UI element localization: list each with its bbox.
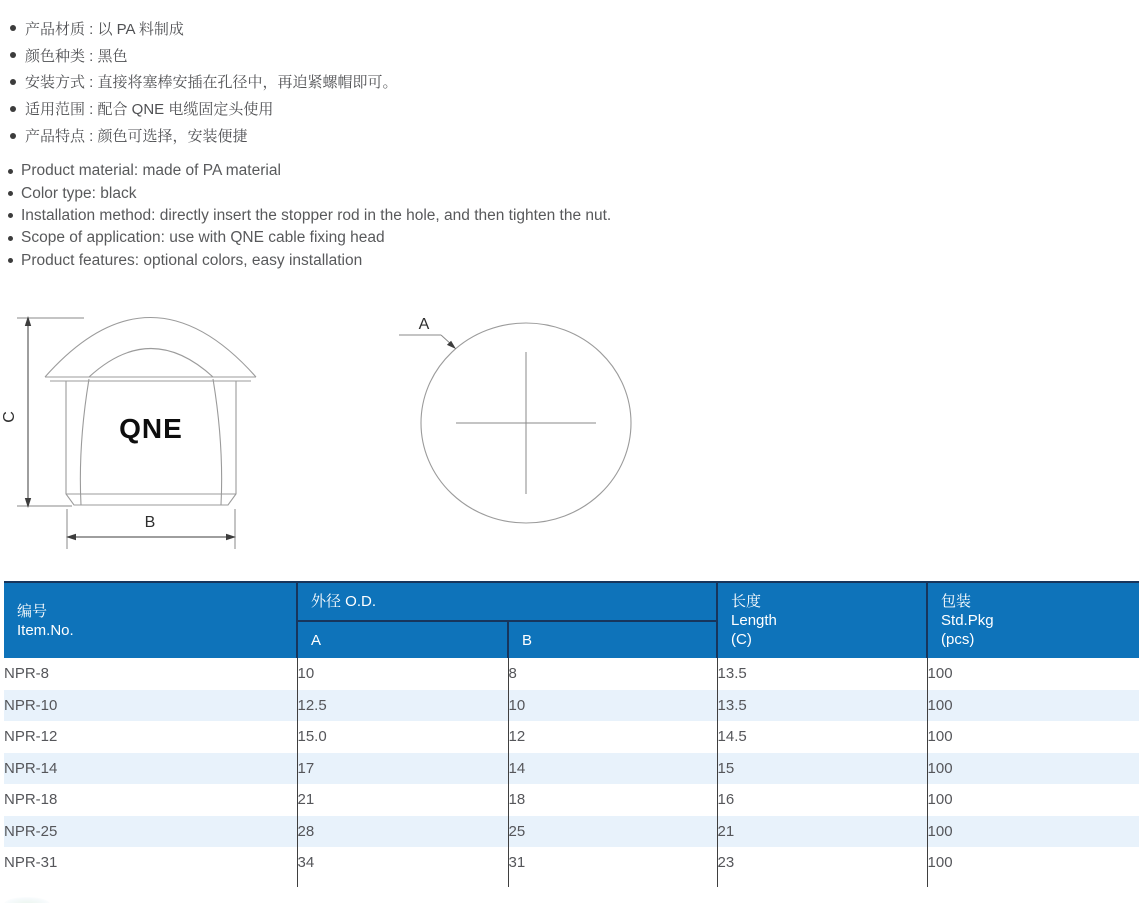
bullet-dot-icon bbox=[8, 258, 13, 263]
header-item-cn: 编号 bbox=[17, 602, 48, 620]
header-length-cn: 长度 bbox=[731, 593, 762, 610]
cell-std-pkg: 100 bbox=[927, 690, 1139, 722]
bullet-item bbox=[10, 122, 398, 149]
cell-item-no: NPR-8 bbox=[4, 665, 50, 683]
cell-length-c: 23 bbox=[717, 847, 927, 879]
header-item-en: Item.No. bbox=[17, 621, 74, 639]
cell-od-b: 14 bbox=[508, 753, 717, 785]
spec-table bbox=[4, 581, 1139, 887]
product-brand-text: QNE bbox=[119, 413, 183, 444]
table-row bbox=[4, 753, 1139, 785]
cell-item-no: NPR-25 bbox=[4, 822, 58, 840]
divider-stub bbox=[297, 879, 508, 887]
table-row bbox=[4, 658, 1139, 690]
bullet-dot-icon bbox=[8, 213, 13, 218]
cell-item-no: NPR-12 bbox=[4, 728, 58, 746]
header-length-sub: (C) bbox=[731, 631, 752, 648]
side-view-drawing bbox=[1, 316, 256, 549]
cell-length-c: 15 bbox=[717, 753, 927, 785]
partial-logo-edge bbox=[4, 897, 50, 903]
divider-stub bbox=[927, 879, 1139, 887]
bullet-item bbox=[10, 95, 398, 122]
cell-od-b: 8 bbox=[508, 658, 717, 690]
header-od-b: B bbox=[508, 621, 717, 658]
bullet-text: Installation method: directly insert the stopper rod in the hole, and then tighten the nut. bbox=[21, 206, 612, 224]
bullet-dot-icon bbox=[10, 25, 16, 31]
bullet-text: 产品特点 : 颜色可选择，安装便捷 bbox=[25, 128, 248, 146]
divider-stub bbox=[508, 879, 717, 887]
cell-od-a: 15.0 bbox=[297, 721, 508, 753]
dim-label-c: C bbox=[1, 411, 18, 423]
bullet-text: Product features: optional colors, easy installation bbox=[21, 251, 363, 269]
bullet-item bbox=[8, 182, 611, 204]
cell-std-pkg: 100 bbox=[927, 847, 1139, 879]
header-length bbox=[717, 582, 927, 658]
bullet-text: Scope of application: use with QNE cable fixing head bbox=[21, 229, 385, 247]
bullet-text: Color type: black bbox=[21, 184, 137, 202]
cap-inner-dome bbox=[89, 349, 213, 378]
table-row bbox=[4, 816, 1139, 848]
feature-list-chinese bbox=[10, 15, 398, 149]
table-row bbox=[4, 784, 1139, 816]
cell-length-c: 16 bbox=[717, 784, 927, 816]
cell-od-b: 25 bbox=[508, 816, 717, 848]
feature-list-english bbox=[8, 160, 611, 272]
cell-od-a: 28 bbox=[297, 816, 508, 848]
table-row bbox=[4, 847, 1139, 879]
spec-table-header bbox=[4, 582, 1139, 658]
cell-od-b: 12 bbox=[508, 721, 717, 753]
table-row bbox=[4, 721, 1139, 753]
cell-od-a: 10 bbox=[297, 658, 508, 690]
spec-table-body bbox=[4, 658, 1139, 887]
cell-length-c: 13.5 bbox=[717, 658, 927, 690]
header-od-a: A bbox=[297, 621, 508, 658]
bullet-dot-icon bbox=[10, 52, 16, 58]
cell-od-a: 21 bbox=[297, 784, 508, 816]
top-view-drawing bbox=[399, 316, 631, 523]
header-pkg-sub: (pcs) bbox=[941, 631, 975, 648]
bullet-item bbox=[8, 227, 611, 249]
bullet-item bbox=[8, 250, 611, 272]
table-row bbox=[4, 690, 1139, 722]
cell-std-pkg: 100 bbox=[927, 721, 1139, 753]
cell-od-a: 34 bbox=[297, 847, 508, 879]
bullet-dot-icon bbox=[8, 191, 13, 196]
divider-stub-row bbox=[4, 879, 1139, 887]
bullet-dot-icon bbox=[10, 106, 16, 112]
bullet-text: 颜色种类 : 黑色 bbox=[25, 47, 128, 65]
cell-item-no: NPR-10 bbox=[4, 696, 58, 714]
cell-item-no: NPR-31 bbox=[4, 854, 58, 872]
bullet-item bbox=[10, 69, 398, 96]
cell-std-pkg: 100 bbox=[927, 658, 1139, 690]
cell-od-b: 10 bbox=[508, 690, 717, 722]
cell-item-no: NPR-14 bbox=[4, 759, 58, 777]
cell-length-c: 21 bbox=[717, 816, 927, 848]
header-pkg-en: Std.Pkg bbox=[941, 612, 994, 629]
divider-stub bbox=[717, 879, 927, 887]
bullet-text: 安装方式 : 直接将塞棒安插在孔径中，再迫紧螺帽即可。 bbox=[25, 74, 398, 92]
header-pkg-cn: 包装 bbox=[941, 593, 972, 610]
bullet-text: Product material: made of PA material bbox=[21, 162, 281, 180]
bullet-item bbox=[10, 15, 398, 42]
header-od-group: 外径 O.D. bbox=[297, 582, 717, 621]
bullet-dot-icon bbox=[8, 236, 13, 241]
cell-length-c: 14.5 bbox=[717, 721, 927, 753]
cell-std-pkg: 100 bbox=[927, 753, 1139, 785]
dim-label-a: A bbox=[418, 316, 430, 333]
cap-inner-left-curve bbox=[80, 379, 89, 505]
cell-od-a: 17 bbox=[297, 753, 508, 785]
cap-outer-dome bbox=[45, 318, 256, 378]
header-item-no bbox=[4, 582, 297, 658]
bullet-text: 产品材质 : 以 PA 料制成 bbox=[25, 20, 184, 38]
bullet-item bbox=[10, 42, 398, 69]
cell-od-a: 12.5 bbox=[297, 690, 508, 722]
bullet-item bbox=[8, 205, 611, 227]
bullet-item bbox=[8, 160, 611, 182]
cell-od-b: 18 bbox=[508, 784, 717, 816]
bullet-dot-icon bbox=[10, 133, 16, 139]
bullet-dot-icon bbox=[10, 79, 16, 85]
cell-std-pkg: 100 bbox=[927, 784, 1139, 816]
cell-item-no: NPR-18 bbox=[4, 791, 58, 809]
cell-std-pkg: 100 bbox=[927, 816, 1139, 848]
dim-label-b: B bbox=[144, 514, 156, 531]
bullet-dot-icon bbox=[8, 169, 13, 174]
cell-length-c: 13.5 bbox=[717, 690, 927, 722]
cap-inner-right-curve bbox=[213, 379, 222, 505]
header-length-en: Length bbox=[731, 612, 777, 629]
cell-od-b: 31 bbox=[508, 847, 717, 879]
technical-drawing bbox=[0, 295, 680, 565]
header-std-pkg bbox=[927, 582, 1139, 658]
bullet-text: 适用范围 : 配合 QNE 电缆固定头使用 bbox=[25, 101, 274, 119]
